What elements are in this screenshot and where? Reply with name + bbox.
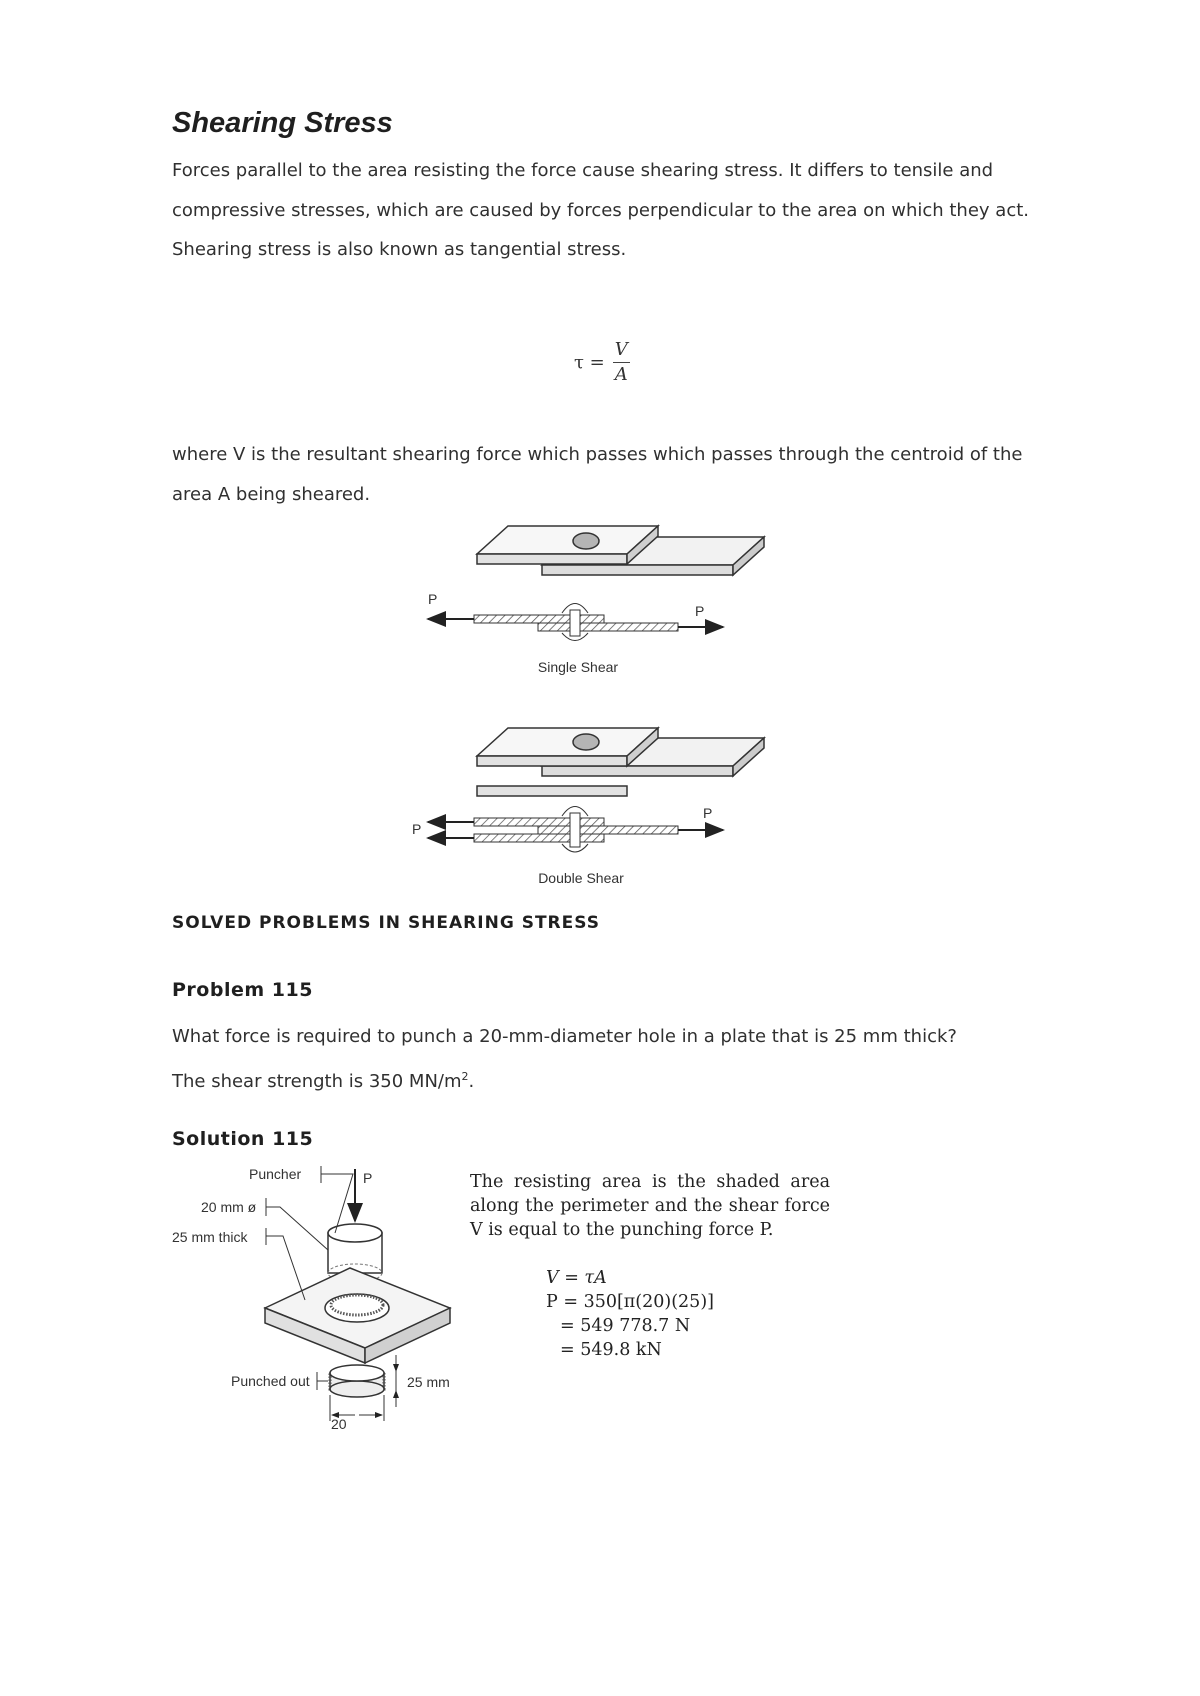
problem-text-line2-prefix: The shear strength is 350 MN/m: [172, 1070, 462, 1092]
thickness-label: 25 mm thick: [172, 1229, 248, 1245]
shear-stress-formula: [574, 338, 630, 387]
diameter-leader: [266, 1198, 328, 1250]
formula-numerator: V: [613, 338, 630, 363]
punched-out-leader: [317, 1372, 328, 1390]
equation-4: = 549.8 kN: [560, 1340, 662, 1360]
solution-description: The resisting area is the shaded area along the perimeter and the shear force V is equal to the punching force P.: [470, 1172, 830, 1240]
where-paragraph: where V is the resultant shearing force which passes which passes through the centroid of the area A being sheared.: [172, 444, 1023, 505]
double-shear-label: Double Shear: [538, 870, 624, 886]
thickness-leader: [266, 1228, 305, 1300]
single-shear-left-force-label: P: [428, 591, 438, 607]
equation-3: = 549 778.7 N: [560, 1316, 691, 1336]
plate: [265, 1268, 450, 1363]
equation-1: V = τA: [546, 1268, 607, 1288]
punch-force-label: P: [363, 1170, 373, 1186]
single-shear-section: [428, 604, 723, 641]
problem-text-line2-suffix: .: [468, 1070, 475, 1092]
punched-out-label: Punched out: [231, 1373, 310, 1389]
single-shear-right-force-label: P: [695, 603, 705, 619]
problem-text-line1: What force is required to punch a 20-mm-diameter hole in a plate that is 25 mm thick?: [172, 1026, 957, 1047]
solution-equations: [546, 1266, 714, 1362]
problem-text: [172, 1017, 1052, 1101]
equation-2: P = 350[π(20)(25)]: [546, 1292, 714, 1312]
width-label: 20: [331, 1416, 347, 1432]
punched-out-disc: [330, 1365, 384, 1397]
puncher-label: Puncher: [249, 1166, 302, 1182]
double-shear-right-force-label: P: [703, 805, 713, 821]
double-shear-plates: [477, 728, 764, 796]
single-double-shear-figure: [412, 520, 780, 890]
solution-heading: Solution 115: [172, 1128, 314, 1150]
single-shear-plates: [477, 526, 764, 575]
double-shear-left-force-label: P: [412, 821, 422, 837]
problem-text-superscript: 2: [461, 1069, 469, 1083]
single-shear-label: Single Shear: [537, 659, 619, 675]
page-title: Shearing Stress: [172, 107, 393, 139]
double-shear-section: [428, 807, 723, 853]
section-heading: SOLVED PROBLEMS IN SHEARING STRESS: [172, 913, 600, 933]
punching-figure: [165, 1165, 465, 1435]
formula-fraction: [613, 338, 630, 387]
diameter-label: 20 mm ø: [201, 1199, 257, 1215]
problem-heading: Problem 115: [172, 979, 313, 1001]
intro-paragraph: Forces parallel to the area resisting the force cause shearing stress. It differs to tensile and compressive stresses, which are caused by forces perpendicular to the area on which they act. Shearing stress is also known as tangential stress.: [172, 160, 1029, 260]
puncher-leader: [321, 1166, 353, 1233]
formula-lhs: τ =: [574, 352, 605, 373]
formula-denominator: A: [614, 364, 628, 385]
height-label: 25 mm: [407, 1374, 450, 1390]
